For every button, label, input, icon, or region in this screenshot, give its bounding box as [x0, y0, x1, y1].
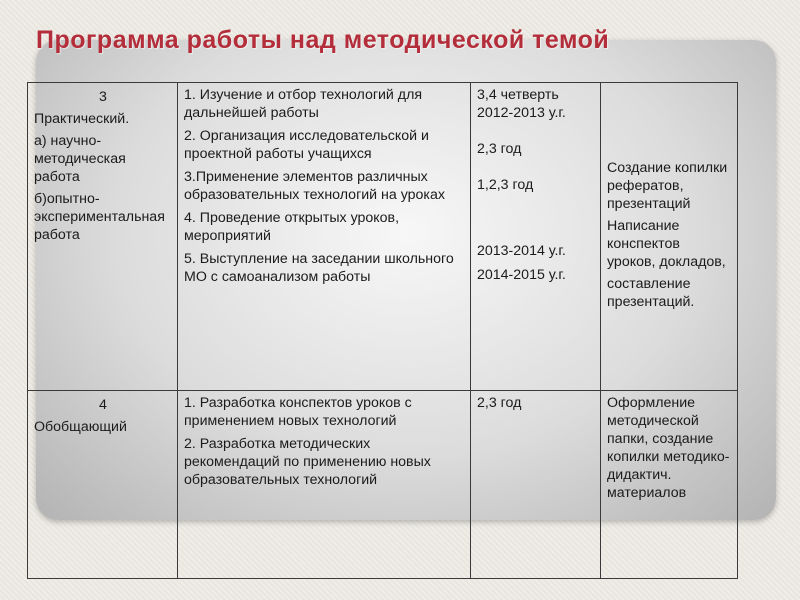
terms-cell — [471, 391, 601, 579]
action-item: 4. Проведение открытых уроков, мероприятий — [184, 210, 400, 244]
result-item: Написание конспектов уроков, докладов, — [607, 217, 726, 270]
stage-number: 4 — [99, 397, 107, 413]
result-item: составление презентаций. — [607, 275, 695, 310]
results-cell — [601, 83, 738, 391]
stage-name: Обобщающий — [34, 419, 127, 435]
stage-name: Практический. — [34, 111, 130, 127]
table-row — [28, 391, 738, 579]
term-item: 2,3 год — [477, 395, 522, 411]
stage-number: 3 — [99, 89, 107, 105]
results-cell — [601, 391, 738, 579]
result-item: Оформление методической папки, создание копилки методико-дидактич. материалов — [607, 395, 730, 501]
action-item: 2. Организация исследовательской и проектной работы учащихся — [184, 128, 429, 162]
term-item: 2014-2015 у.г. — [477, 267, 566, 283]
term-item: 3,4 четверть — [477, 87, 559, 103]
action-item: 3.Применение элементов различных образовательных технологий на уроках — [184, 169, 445, 203]
methodology-table — [27, 82, 738, 579]
actions-cell — [178, 83, 471, 391]
action-item: 1. Разработка конспектов уроков с применением новых технологий — [184, 395, 412, 429]
stage-cell — [28, 83, 178, 391]
stage-subitem: а) научно-методическая работа — [34, 133, 126, 185]
term-item: 1,2,3 год — [477, 177, 534, 193]
result-item: Создание копилки рефератов, презентаций — [607, 159, 728, 212]
term-item: 2012-2013 у.г. — [477, 105, 566, 121]
stage-subitem: б)опытно-экспериментальная работа — [34, 191, 165, 243]
action-item: 2. Разработка методических рекомендаций по применению новых образовательных технологий — [184, 436, 431, 488]
term-item: 2013-2014 у.г. — [477, 243, 566, 259]
stage-cell — [28, 391, 178, 579]
actions-cell — [178, 391, 471, 579]
action-item: 5. Выступление на заседании школьного МО с самоанализом работы — [184, 251, 454, 285]
action-item: 1. Изучение и отбор технологий для дальнейшей работы — [184, 87, 423, 121]
term-item: 2,3 год — [477, 141, 522, 157]
slide-title: Программа работы над методической темой — [36, 26, 610, 54]
terms-cell — [471, 83, 601, 391]
table-row — [28, 83, 738, 391]
